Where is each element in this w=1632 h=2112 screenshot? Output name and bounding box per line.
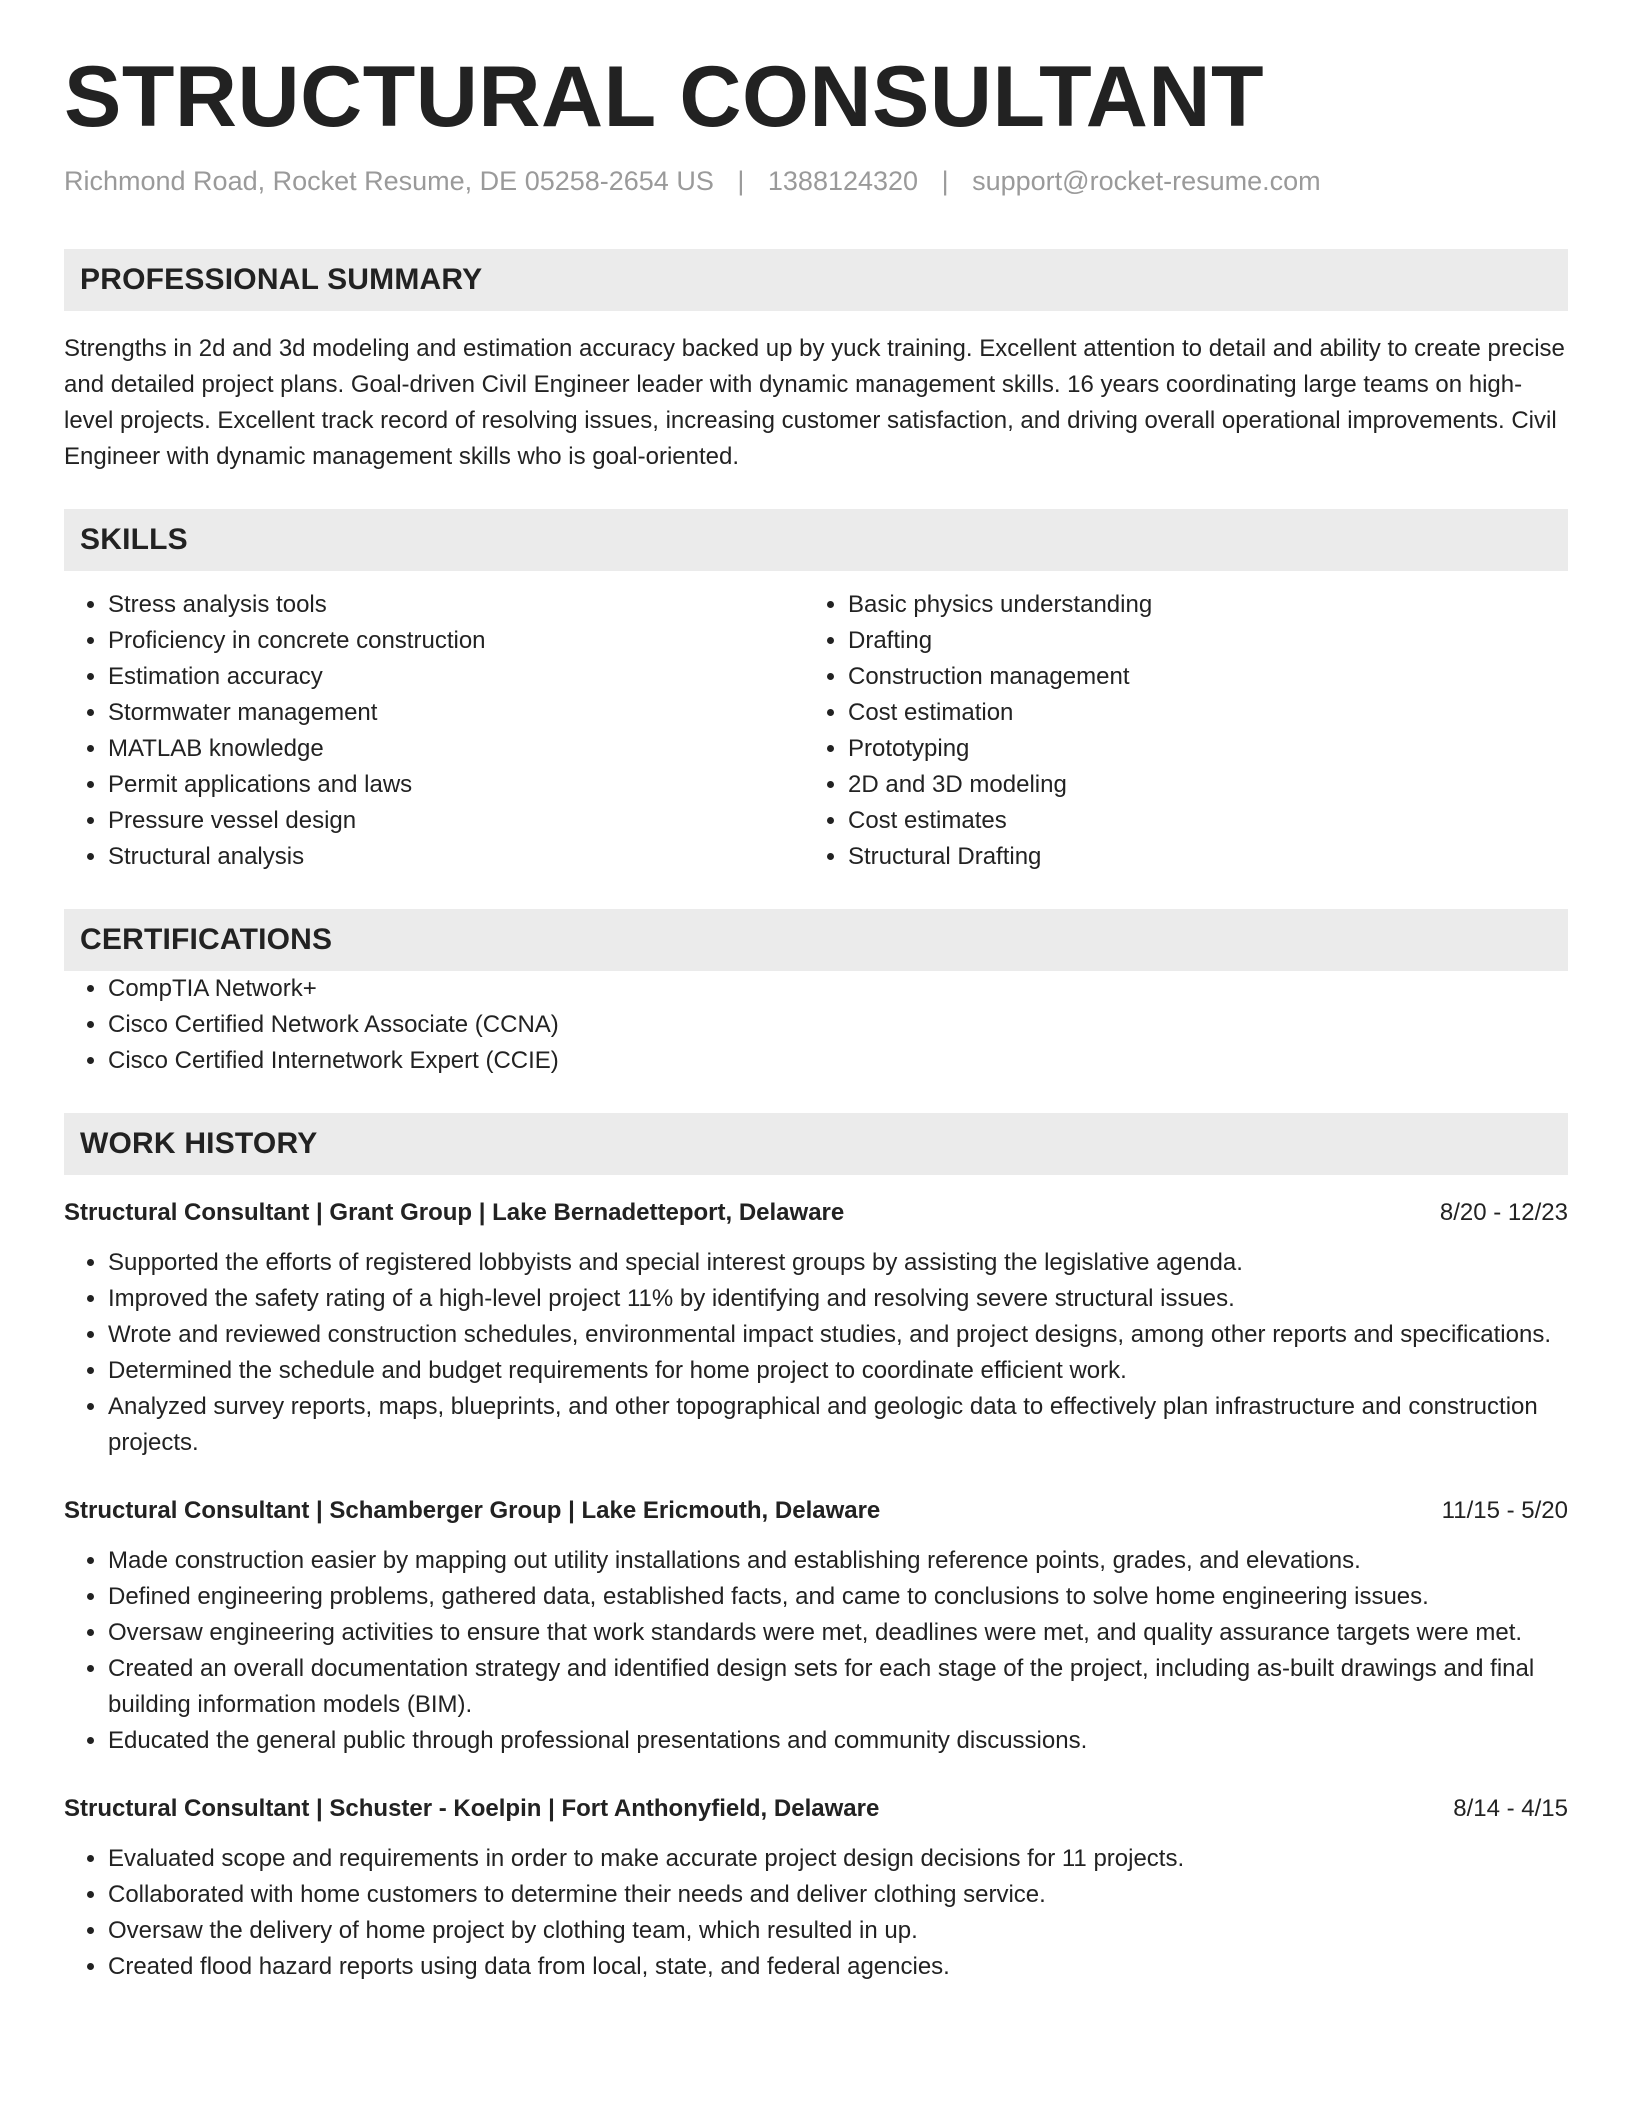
skill-item: • Construction management — [848, 659, 1544, 695]
skills-column-right — [804, 587, 1544, 875]
job-bullet: • Supported the efforts of registered lobbyists and special interest groups by assisting the legislative agenda. — [108, 1245, 1568, 1281]
job-bullet: • Evaluated scope and requirements in order to make accurate project design decisions for 11 projects. — [108, 1841, 1568, 1877]
skills-list-right — [804, 587, 1544, 875]
summary-section — [64, 249, 1568, 475]
certifications-header: CERTIFICATIONS — [64, 909, 1568, 971]
job-heading-row — [64, 1493, 1568, 1529]
skill-item: • MATLAB knowledge — [108, 731, 804, 767]
job-dates: 8/20 - 12/23 — [1439, 1199, 1568, 1227]
skills-grid — [64, 587, 1568, 875]
job-bullet: • Created an overall documentation strategy and identified design sets for each stage of the project, including as-built drawings and final building information models (BIM). — [108, 1651, 1568, 1723]
job-bullet: • Wrote and reviewed construction schedules, environmental impact studies, and project designs, among other reports and specifications. — [108, 1317, 1568, 1353]
contact-separator: | — [941, 166, 949, 197]
job-title: Structural Consultant | Grant Group | Lake Bernadetteport, Delaware — [64, 1199, 845, 1227]
job-bullet: • Educated the general public through professional presentations and community discussions. — [108, 1723, 1568, 1759]
job-bullet: • Determined the schedule and budget requirements for home project to coordinate efficient work. — [108, 1353, 1568, 1389]
certification-item: • CompTIA Network+ — [108, 971, 1568, 1007]
job-heading-row — [64, 1195, 1568, 1231]
job-bullet: • Defined engineering problems, gathered data, established facts, and came to conclusions to solve home engineering issues. — [108, 1579, 1568, 1615]
skills-section — [64, 509, 1568, 875]
job-bullet: • Collaborated with home customers to determine their needs and deliver clothing service. — [108, 1877, 1568, 1913]
certification-item: • Cisco Certified Internetwork Expert (CCIE) — [108, 1043, 1568, 1079]
skill-item: • Permit applications and laws — [108, 767, 804, 803]
job-bullet: • Improved the safety rating of a high-level project 11% by identifying and resolving severe structural issues. — [108, 1281, 1568, 1317]
skill-item: • Structural Drafting — [848, 839, 1544, 875]
contact-phone: 1388124320 — [767, 166, 919, 197]
skill-item: • Structural analysis — [108, 839, 804, 875]
summary-text: Strengths in 2d and 3d modeling and estimation accuracy backed up by yuck training. Excellent attention to detail and ability to create precise and detailed project plans. Goal-driven Civil Engineer leader with dynamic management skills. 16 years coordinating large teams on high-level projects. Excellent track record of resolving issues, increasing customer satisfaction, and driving overall operational improvements. Civil Engineer with dynamic management skills who is goal-oriented. — [64, 335, 1565, 471]
job-bullet: • Analyzed survey reports, maps, blueprints, and other topographical and geologic data to effectively plan infrastructure and construction projects. — [108, 1389, 1568, 1461]
job-bullet: • Oversaw the delivery of home project by clothing team, which resulted in up. — [108, 1913, 1568, 1949]
certifications-section — [64, 909, 1568, 1079]
work-history-section — [64, 1113, 1568, 1985]
resume-name: STRUCTURAL CONSULTANT — [64, 49, 1265, 145]
job-dates: 8/14 - 4/15 — [1453, 1795, 1568, 1823]
job-bullet: • Made construction easier by mapping out utility installations and establishing reference points, grades, and elevations. — [108, 1543, 1568, 1579]
skill-item: • Pressure vessel design — [108, 803, 804, 839]
job-entry — [64, 1791, 1568, 1985]
job-bullet: • Created flood hazard reports using data from local, state, and federal agencies. — [108, 1949, 1568, 1985]
job-heading-row — [64, 1791, 1568, 1827]
skill-item: • Cost estimates — [848, 803, 1544, 839]
skill-item: • Stress analysis tools — [108, 587, 804, 623]
contact-address: Richmond Road, Rocket Resume, DE 05258-2654 US — [64, 166, 714, 197]
skill-item: • Stormwater management — [108, 695, 804, 731]
skills-list-left — [64, 587, 804, 875]
contact-email: support@rocket-resume.com — [972, 166, 1321, 197]
summary-header: PROFESSIONAL SUMMARY — [64, 249, 1568, 311]
contact-separator: | — [737, 166, 745, 197]
skills-header: SKILLS — [64, 509, 1568, 571]
job-bullets — [64, 1841, 1568, 1985]
job-bullets — [64, 1245, 1568, 1461]
skill-item: • Estimation accuracy — [108, 659, 804, 695]
skill-item: • Drafting — [848, 623, 1544, 659]
skill-item: • Prototyping — [848, 731, 1544, 767]
skills-column-left — [64, 587, 804, 875]
job-title: Structural Consultant | Schamberger Group | Lake Ericmouth, Delaware — [64, 1497, 881, 1525]
skill-item: • Cost estimation — [848, 695, 1544, 731]
skill-item: • Basic physics understanding — [848, 587, 1544, 623]
contact-line — [64, 166, 1568, 197]
job-dates: 11/15 - 5/20 — [1441, 1497, 1568, 1525]
job-bullets — [64, 1543, 1568, 1759]
job-bullet: • Oversaw engineering activities to ensure that work standards were met, deadlines were met, and quality assurance targets were met. — [108, 1615, 1568, 1651]
job-entry — [64, 1195, 1568, 1461]
certification-item: • Cisco Certified Network Associate (CCNA) — [108, 1007, 1568, 1043]
skill-item: • 2D and 3D modeling — [848, 767, 1544, 803]
certifications-list — [64, 971, 1568, 1079]
work-history-header: WORK HISTORY — [64, 1113, 1568, 1175]
job-entry — [64, 1493, 1568, 1759]
skill-item: • Proficiency in concrete construction — [108, 623, 804, 659]
job-title: Structural Consultant | Schuster - Koelpin | Fort Anthonyfield, Delaware — [64, 1795, 880, 1823]
